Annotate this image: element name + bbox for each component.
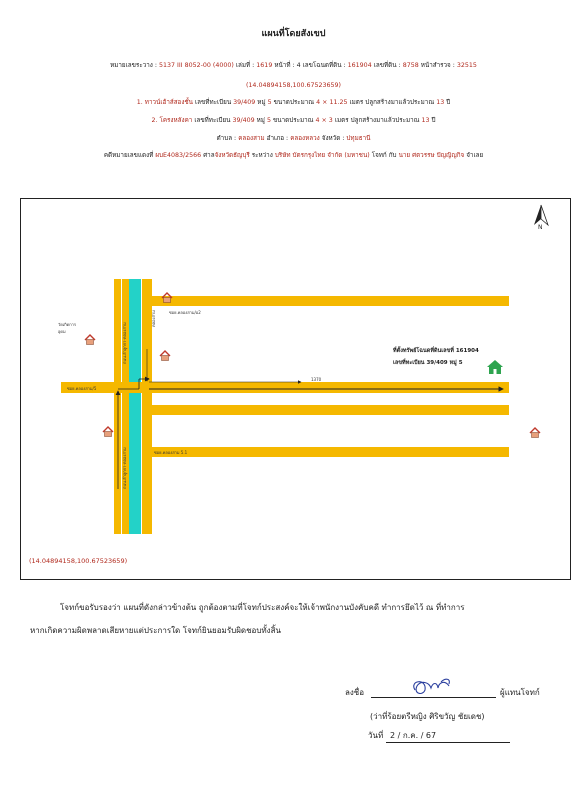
item1-part: 5 [267,99,272,106]
label-soi-main: ซอย.คลองสาม/5 [67,386,97,391]
north-label: N [538,224,543,231]
sign-label: ลงชื่อ [345,688,365,697]
line1-part: หน้าสำรวจ : [418,62,457,69]
item1-part: 1. [136,99,145,106]
property-registration: เลขที่ทะเบียน 39/409 หมู่ 5 [393,360,463,366]
case-part: โจทก์ กับ [369,152,399,159]
item2-part: 2. [151,117,160,124]
temple-house-icon [84,334,96,345]
item1-part: เมตร ปลูกสร้างมาแล้วประมาณ [347,99,437,106]
item1-part: ทาวน์เฮ้าส์สองชั้น [144,99,193,106]
location-part: คลองสาม [238,135,265,142]
header-case [0,152,587,160]
item1-part: 39/409 [233,99,256,106]
handwritten-signature [405,676,460,698]
role-label: ผู้แทนโจทก์ [500,688,540,697]
house-icon [529,427,541,438]
label-temple: วัดเกิดการ อุดม [58,322,77,334]
item1-part: 13 [436,99,445,106]
label-road-east: คลองสาม [151,310,156,327]
item1-part: หมู่ [255,99,268,106]
house-icon [161,292,173,303]
case-part: นาย ศตวรรษ ปัญญิญกิจ [398,152,465,159]
item1-part: เลขที่ทะเบียน [192,99,234,106]
header-item-2 [0,117,587,125]
case-part: ผบE4083/2566 [155,152,202,159]
item1-part: ขนาดประมาณ [271,99,317,106]
date-label: วันที่ [368,731,384,740]
item2-part: เลขที่ทะเบียน [192,117,233,124]
line1-part: 1619 [256,62,273,69]
label-road-west-2: ถนน.ลำลูกกา-คลองสาม [122,447,127,489]
item2-part: ขนาดประมาณ [270,117,316,124]
header-location [0,135,587,143]
property-house-icon [486,359,504,375]
item1-part: ปี [444,99,451,106]
case-part: จำเลย [464,152,484,159]
line1-part: 8758 [402,62,419,69]
label-soi-lower: ซอย.คลองสาม 5.1 [154,450,188,455]
location-part: คลองหลวง [290,135,320,142]
line1-part: 32515 [456,62,477,69]
case-part: ระหว่าง [249,152,275,159]
item2-part: 13 [421,117,430,124]
label-road-west: ถนน.ลำลูกกา-คลองสาม [122,322,127,364]
line1-part: เล่มที่ : [233,62,257,69]
case-part: บริษัท บัตรกรุงไทย จำกัด (มหาชน) [274,152,370,159]
item2-part: เมตร ปลูกสร้างมาแล้วประมาณ [332,117,422,124]
location-part: ปทุมธานี [346,135,371,142]
line1-part: หน้าที่ : 4 เลขโฉนดที่ดิน : [272,62,348,69]
property-label: ที่ตั้งทรัพย์โฉนดที่ดินเลขที่ 161904 [393,348,479,354]
item2-part: หมู่ [254,117,267,124]
signer-name: (ว่าที่ร้อยตรีหญิง ศิริขวัญ ชัยเดช) [370,712,485,721]
item2-part: โครงหลังคา [159,117,193,124]
item1-part: 4 × 11.25 [316,99,348,106]
line1-part: เลขที่ดิน : [371,62,403,69]
map-frame [20,198,571,580]
line1-part: หมายเลขระวาง : [110,62,159,69]
case-part: จังหวัดธัญบุรี [214,152,250,159]
location-part: ตำบล : [216,135,239,142]
distance-label: 1370 [311,377,322,382]
house-icon [159,350,171,361]
case-part: ศาล [201,152,215,159]
header-item-1 [0,99,587,107]
date-value: 2 / ก.ค. / 67 [386,729,510,743]
header-coordinates: (14.04894158,100.67523659) [245,82,342,89]
map-coordinates: (14.04894158,100.67523659) [29,557,128,565]
statement-line-2: หากเกิดความผิดพลาดเสียหายแต่ประการใด โจทก์ยินยอมรับผิดชอบทั้งสิ้น [30,626,281,635]
item2-part: 4 × 3 [315,117,333,124]
line1-part: 161904 [347,62,372,69]
statement-line-1: โจทก์ขอรับรองว่า แผนที่ดังกล่าวข้างต้น ถูกต้องตามที่โจทก์ประสงค์จะให้เจ้าพนักงานบังคับคดี ทำการยึดไว้ ณ ที่ทำการ [60,603,465,612]
label-soi-upper: ซอย.คลองสาม/อ2 [169,310,201,315]
header-line-sheet [0,62,587,70]
line1-part: 5137 III 8052-00 (4000) [158,62,234,69]
route-arrows [21,199,570,579]
house-icon [102,426,114,437]
page-title: แผนที่โดยสังเขป [261,29,326,39]
location-part: อำเภอ : [264,135,291,142]
item2-part: 5 [266,117,271,124]
item2-part: ปี [429,117,436,124]
case-part: คดีหมายเลขแดงที่ [103,152,156,159]
item2-part: 39/409 [232,117,255,124]
location-part: จังหวัด : [319,135,347,142]
